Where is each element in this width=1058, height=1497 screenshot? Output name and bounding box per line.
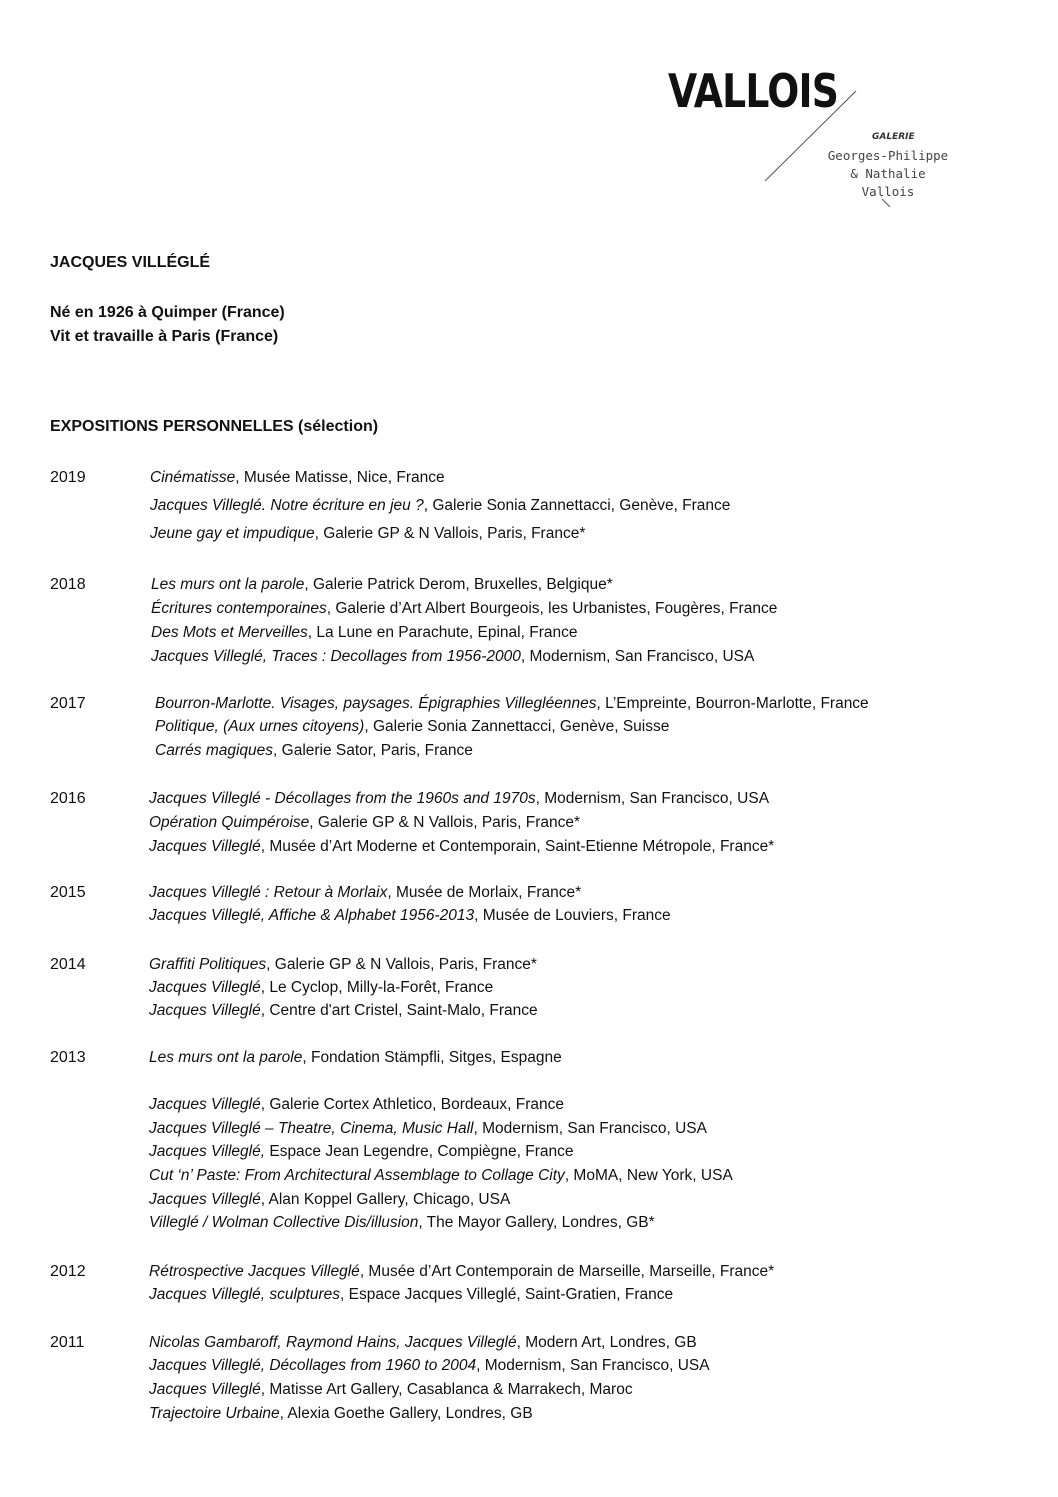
exhibition-entry	[149, 789, 769, 809]
exhibition-entry	[149, 955, 537, 975]
exhibition-year: 2012	[50, 1263, 86, 1280]
exhibition-venue: , MoMA, New York, USA	[564, 1167, 733, 1184]
exhibition-venue: , Modernism, San Francisco, USA	[476, 1357, 710, 1374]
exhibition-title: Trajectoire Urbaine	[149, 1405, 280, 1422]
exhibition-entry	[155, 717, 669, 737]
logo-wordmark: VALLOIS	[668, 64, 839, 118]
exhibition-venue: , Galerie Sator, Paris, France	[273, 742, 473, 759]
exhibition-title: Jacques Villeglé. Notre écriture en jeu ?	[150, 497, 424, 514]
exhibition-entry	[149, 837, 774, 857]
exhibition-venue: , Musée Matisse, Nice, France	[235, 469, 445, 486]
exhibition-venue: , Centre d'art Cristel, Saint-Malo, France	[260, 1002, 538, 1019]
exhibition-entry	[150, 468, 445, 488]
exhibition-venue: , Galerie Patrick Derom, Bruxelles, Belgique*	[304, 576, 613, 593]
exhibition-title: Jeune gay et impudique	[150, 525, 315, 542]
exhibition-entry	[150, 524, 585, 544]
exhibition-title: Jacques Villeglé - Décollages from the 1960s and 1970s	[149, 790, 536, 807]
exhibition-venue: , Modernism, San Francisco, USA	[520, 648, 755, 665]
exhibition-entry	[149, 1380, 633, 1400]
exhibition-year: 2014	[50, 956, 86, 973]
exhibition-entry	[151, 575, 613, 595]
exhibition-entry	[149, 1095, 564, 1115]
exhibition-title: Les murs ont la parole	[149, 1049, 303, 1066]
logo-owner-line: Vallois	[861, 184, 915, 199]
exhibition-year: 2011	[50, 1334, 85, 1351]
exhibition-title: Jacques Villeglé	[149, 1002, 261, 1019]
exhibition-title: Bourron-Marlotte. Visages, paysages. Épigraphies Villegléennes	[155, 695, 597, 712]
exhibition-year: 2017	[50, 695, 86, 712]
artist-name: JACQUES VILLÉGLÉ	[50, 254, 211, 271]
exhibition-venue: , Galerie Sonia Zannettacci, Genève, Suisse	[364, 718, 670, 735]
exhibition-venue: , La Lune en Parachute, Epinal, France	[307, 624, 578, 641]
exhibition-title: Jacques Villeglé	[149, 1381, 261, 1398]
exhibition-entry	[149, 1048, 562, 1068]
exhibition-entry	[149, 1166, 733, 1186]
exhibition-title: Jacques Villeglé, Affiche & Alphabet 1956-2013	[149, 907, 475, 924]
exhibition-title: Jacques Villeglé	[149, 838, 261, 855]
exhibition-title: Jacques Villeglé	[149, 979, 261, 996]
exhibition-title: Jacques Villeglé – Theatre, Cinema, Music Hall	[149, 1120, 474, 1137]
exhibition-venue: , Galerie GP & N Vallois, Paris, France*	[266, 956, 537, 973]
exhibition-venue: , Galerie GP & N Vallois, Paris, France*	[314, 525, 586, 542]
exhibition-title: Graffiti Politiques	[149, 956, 267, 973]
exhibition-title: Jacques Villeglé	[149, 1191, 261, 1208]
bio-birth: Né en 1926 à Quimper (France)	[50, 304, 285, 321]
exhibition-title: Jacques Villeglé	[149, 1096, 261, 1113]
exhibition-title: Villeglé / Wolman Collective Dis/illusion	[149, 1214, 419, 1231]
exhibition-venue: , Galerie GP & N Vallois, Paris, France*	[309, 814, 581, 831]
exhibition-title: Des Mots et Merveilles	[151, 624, 308, 641]
exhibition-entry	[149, 1285, 673, 1305]
exhibition-title: Cinématisse	[150, 469, 236, 486]
exhibition-year: 2019	[50, 469, 86, 486]
exhibition-title: Jacques Villeglé : Retour à Morlaix	[149, 884, 388, 901]
exhibition-entry	[149, 1142, 574, 1162]
exhibition-entry	[149, 1333, 697, 1353]
exhibition-entry	[149, 1356, 710, 1376]
exhibition-venue: , L’Empreinte, Bourron-Marlotte, France	[596, 695, 869, 712]
exhibition-entry	[151, 647, 754, 667]
exhibition-title: Écritures contemporaines	[151, 600, 327, 617]
exhibition-venue: , Galerie d’Art Albert Bourgeois, les Urbanistes, Fougères, France	[326, 600, 778, 617]
exhibition-entry	[151, 623, 577, 643]
exhibition-venue: , Galerie Sonia Zannettacci, Genève, France	[423, 497, 731, 514]
exhibition-entry	[149, 813, 580, 833]
exhibition-entry	[151, 599, 777, 619]
exhibition-title: Jacques Villeglé, Décollages from 1960 to 2004	[149, 1357, 477, 1374]
exhibition-entry	[149, 1404, 533, 1424]
exhibition-entry	[149, 906, 671, 926]
exhibition-title: Cut ‘n’ Paste: From Architectural Assemblage to Collage City	[149, 1167, 565, 1184]
exhibition-year: 2015	[50, 884, 86, 901]
exhibition-venue: , The Mayor Gallery, Londres, GB*	[418, 1214, 655, 1231]
exhibition-entry	[149, 1001, 538, 1021]
exhibition-entry	[150, 496, 730, 516]
logo-owner-line: & Nathalie	[850, 166, 926, 181]
exhibition-entry	[149, 1119, 707, 1139]
exhibition-entry	[149, 1213, 655, 1233]
exhibition-title: Opération Quimpéroise	[149, 814, 310, 831]
exhibition-venue: , Matisse Art Gallery, Casablanca & Marrakech, Maroc	[260, 1381, 633, 1398]
exhibition-venue: , Le Cyclop, Milly-la-Forêt, France	[260, 979, 494, 996]
exhibition-venue: , Musée d’Art Moderne et Contemporain, Saint-Etienne Métropole, France*	[260, 838, 775, 855]
exhibition-entry	[155, 741, 473, 761]
exhibition-title: Rétrospective Jacques Villeglé	[149, 1263, 360, 1280]
exhibition-title: Nicolas Gambaroff, Raymond Hains, Jacques Villeglé	[149, 1334, 517, 1351]
exhibition-entry	[149, 978, 493, 998]
section-title: EXPOSITIONS PERSONNELLES (sélection)	[50, 418, 379, 435]
exhibition-entry	[149, 883, 581, 903]
exhibition-year: 2016	[50, 790, 86, 807]
exhibition-title: Jacques Villeglé,	[149, 1143, 266, 1160]
exhibition-venue: , Modernism, San Francisco, USA	[535, 790, 770, 807]
exhibition-venue: , Galerie Cortex Athletico, Bordeaux, France	[260, 1096, 564, 1113]
exhibition-venue: , Musée de Morlaix, France*	[387, 884, 582, 901]
exhibition-venue: , Espace Jacques Villeglé, Saint-Gratien, France	[340, 1286, 674, 1303]
exhibition-title: Les murs ont la parole	[151, 576, 305, 593]
exhibition-entry	[149, 1262, 774, 1282]
bio-residence: Vit et travaille à Paris (France)	[50, 328, 279, 345]
exhibition-entry	[155, 694, 869, 714]
exhibition-venue: , Fondation Stämpfli, Sitges, Espagne	[302, 1049, 562, 1066]
exhibition-venue: , Musée de Louviers, France	[474, 907, 671, 924]
exhibition-year: 2013	[50, 1049, 86, 1066]
logo-owner-line: Georges-Philippe	[827, 148, 949, 163]
exhibition-entry	[149, 1190, 510, 1210]
exhibition-year: 2018	[50, 576, 86, 593]
exhibition-venue: , Alan Koppel Gallery, Chicago, USA	[260, 1191, 511, 1208]
exhibition-venue: Espace Jean Legendre, Compiègne, France	[265, 1143, 574, 1160]
exhibition-venue: , Musée d’Art Contemporain de Marseille, Marseille, France*	[359, 1263, 775, 1280]
exhibition-venue: , Modernism, San Francisco, USA	[473, 1120, 707, 1137]
exhibition-title: Jacques Villeglé, Traces : Decollages from 1956-2000	[151, 648, 521, 665]
exhibition-title: Politique, (Aux urnes citoyens)	[155, 718, 365, 735]
exhibition-venue: , Alexia Goethe Gallery, Londres, GB	[279, 1405, 533, 1422]
exhibition-title: Jacques Villeglé, sculptures	[149, 1286, 340, 1303]
logo-galerie-label: GALERIE	[872, 132, 915, 142]
exhibition-venue: , Modern Art, Londres, GB	[516, 1334, 697, 1351]
exhibition-title: Carrés magiques	[155, 742, 274, 759]
